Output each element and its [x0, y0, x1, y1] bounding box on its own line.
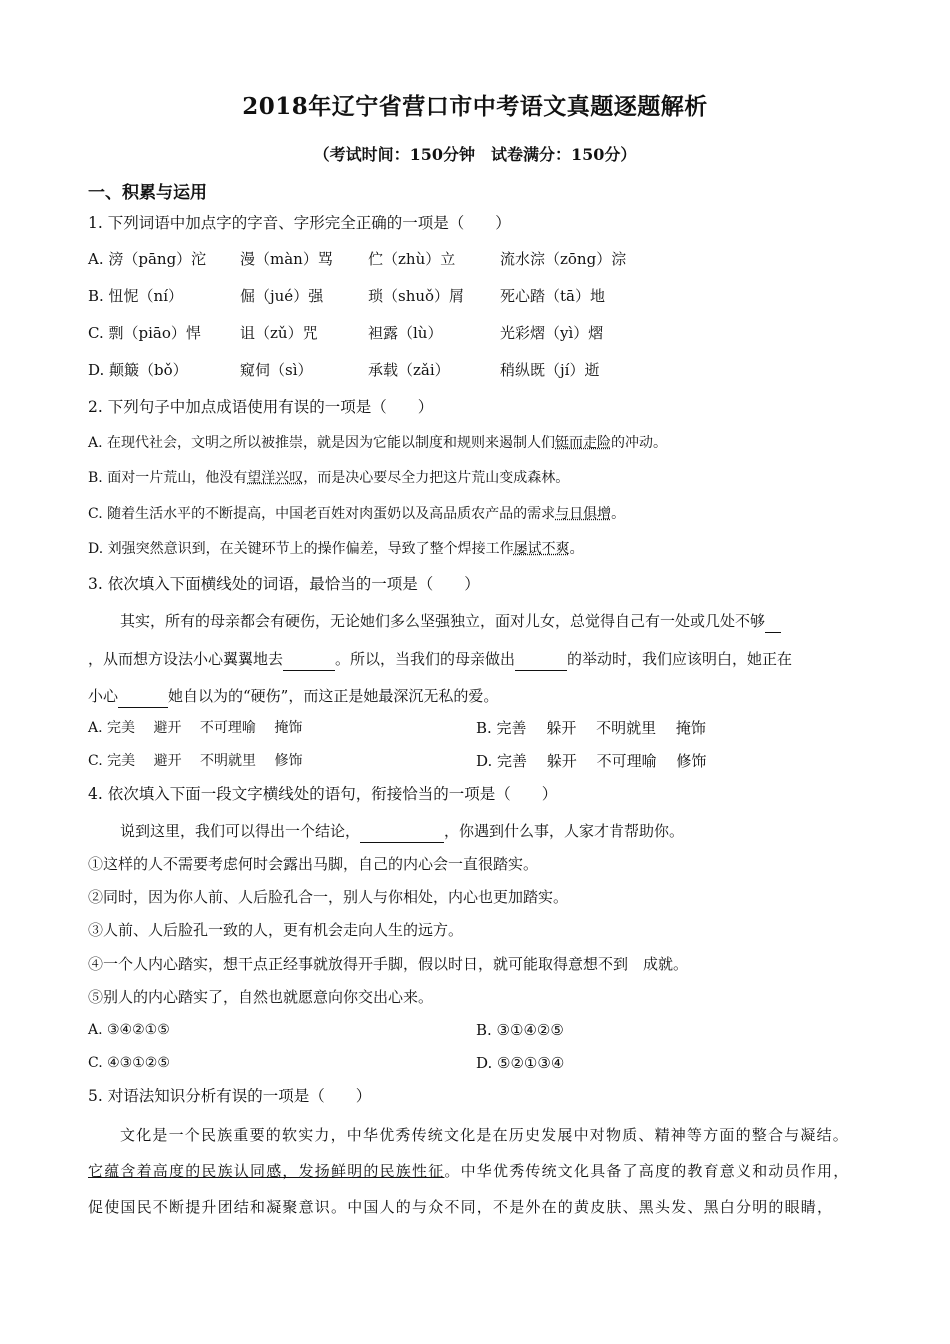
- q1-a-1: A. 滂（pāng）沱: [88, 250, 207, 268]
- q3-passage-line2: [88, 648, 792, 671]
- q2-option-a: [88, 432, 667, 454]
- q5-underlined-sentence: 它蕴含着高度的民族认同感，发扬鲜明的民族性征: [88, 1162, 445, 1180]
- q3-passage-line1: [120, 610, 781, 633]
- q1-b-1: B. 忸怩（ní）: [88, 287, 184, 305]
- q4-option-a: A. ③④②①⑤: [88, 1022, 170, 1038]
- q3-p2a: ，从而想方设法小心翼翼地去: [88, 650, 284, 668]
- q3-option-b: B. 完善 躲开 不明就里 掩饰: [476, 719, 706, 737]
- q3-passage-line3: [88, 685, 498, 708]
- q2-option-c: [88, 503, 625, 525]
- q2-d-post: 。: [569, 541, 584, 557]
- q1-c-2: 诅（zǔ）咒: [240, 324, 318, 342]
- q1-c-3: 袒露（lù）: [368, 324, 443, 342]
- q3-p2c: 的举动时，我们应该明白，她正在: [567, 650, 793, 668]
- q1-b-2: 倔（jué）强: [240, 287, 324, 305]
- q2-option-d: [88, 538, 584, 560]
- q2-b-text: B. 面对一片荒山，他没有: [88, 470, 248, 486]
- q1-b-4: 死心踏（tā）地: [500, 287, 605, 305]
- q3-blank-1: [765, 610, 781, 633]
- section-heading: 一、积累与运用: [88, 183, 207, 203]
- q1-b-3: 琐（shuǒ）屑: [368, 287, 465, 305]
- q2-stem: 2. 下列句子中加点成语使用有误的一项是（ ）: [88, 398, 434, 416]
- q5-passage-line3: 促使国民不断提升团结和凝聚意识。中国人的与众不同，不是外在的黄皮肤、黑头发、黑白分明的眼睛，: [88, 1198, 834, 1216]
- q2-d-idiom: 屡试不爽: [513, 541, 570, 557]
- q3-p3b: 她自以为的“硬伤”，而这正是她最深沉无私的爱。: [168, 687, 499, 705]
- q4-blank: [360, 820, 444, 843]
- q3-blank-4: [118, 685, 168, 708]
- q5-passage-line2: [88, 1160, 849, 1182]
- q1-c-1: C. 剽（piāo）悍: [88, 324, 201, 342]
- q3-option-a: A. 完美 避开 不可理喻 掩饰: [88, 720, 303, 736]
- q1-a-3: 伫（zhù）立: [368, 250, 456, 268]
- q1-c-4: 光彩熠（yì）熠: [500, 324, 604, 342]
- q5-passage-line1: 文化是一个民族重要的软实力，中华优秀传统文化是在历史发展中对物质、精神等方面的整合与凝结。: [120, 1126, 850, 1144]
- q1-stem: 1. 下列词语中加点字的字音、字形完全正确的一项是（ ）: [88, 214, 511, 232]
- q2-c-post: 。: [611, 506, 626, 522]
- q4-passage: [120, 820, 684, 843]
- q2-a-post: 的冲动。: [611, 435, 668, 451]
- q4-sentence-2: ②同时，因为你人前、人后脸孔合一，别人与你相处，内心也更加踏实。: [88, 888, 569, 906]
- q2-a-text: A. 在现代社会，文明之所以被推崇，就是因为它能以制度和规则来遏制人们: [88, 435, 556, 451]
- q1-d-2: 窥伺（sì）: [240, 361, 313, 379]
- q2-b-idiom: 望洋兴叹: [247, 470, 304, 486]
- q2-c-idiom: 与日俱增: [555, 506, 612, 522]
- q5-stem: 5. 对语法知识分析有误的一项是（ ）: [88, 1087, 372, 1105]
- q1-d-4: 稍纵既（jí）逝: [500, 361, 600, 379]
- q1-a-4: 流水淙（zōng）淙: [500, 250, 627, 268]
- q4-option-b: B. ③①④②⑤: [476, 1021, 564, 1039]
- q3-p1: 其实，所有的母亲都会有硬伤，无论她们多么坚强独立，面对儿女，总觉得自己有一处或几处不够: [120, 612, 766, 630]
- q4-sentence-5: ⑤别人的内心踏实了，自然也就愿意向你交出心来。: [88, 988, 434, 1006]
- q2-a-idiom: 铤而走险: [555, 435, 612, 451]
- q3-stem: 3. 依次填入下面横线处的词语，最恰当的一项是（ ）: [88, 575, 480, 593]
- q4-sentence-4: ④一个人内心踏实，想干点正经事就放得开手脚，假以时日，就可能取得意想不到 成就。: [88, 955, 689, 973]
- q4-pa: 说到这里，我们可以得出一个结论，: [120, 822, 361, 840]
- q3-blank-2: [283, 648, 335, 671]
- q5-l2b: 。中华优秀传统文化具备了高度的教育意义和动员作用，: [444, 1162, 850, 1180]
- q1-d-1: D. 颠簸（bǒ）: [88, 361, 188, 379]
- q2-c-text: C. 随着生活水平的不断提高，中国老百姓对肉蛋奶以及高品质农产品的需求: [88, 506, 556, 522]
- q4-sentence-3: ③人前、人后脸孔一致的人，更有机会走向人生的远方。: [88, 921, 464, 939]
- page-title: 2018年辽宁省营口市中考语文真题逐题解析: [242, 93, 708, 120]
- q4-stem: 4. 依次填入下面一段文字横线处的语句，衔接恰当的一项是（ ）: [88, 785, 558, 803]
- q4-sentence-1: ①这样的人不需要考虑何时会露出马脚，自己的内心会一直很踏实。: [88, 855, 539, 873]
- q2-d-text: D. 刘强突然意识到，在关键环节上的操作偏差，导致了整个焊接工作: [88, 541, 514, 557]
- q3-option-d: D. 完善 躲开 不可理喻 修饰: [476, 752, 707, 770]
- q2-b-post: ，而是决心要尽全力把这片荒山变成森林。: [303, 470, 570, 486]
- q4-pb: ，你遇到什么事，人家才肯帮助你。: [444, 822, 685, 840]
- q1-d-3: 承载（zǎi）: [368, 361, 450, 379]
- q3-p3a: 小心: [88, 687, 119, 705]
- q3-blank-3: [515, 648, 567, 671]
- q3-option-c: C. 完美 避开 不明就里 修饰: [88, 753, 303, 769]
- q1-a-2: 漫（màn）骂: [240, 250, 333, 268]
- q4-option-c: C. ④③①②⑤: [88, 1055, 170, 1071]
- exam-info: （考试时间：150分钟 试卷满分：150分）: [313, 145, 637, 164]
- q3-p2b: 。所以，当我们的母亲做出: [335, 650, 516, 668]
- q4-option-d: D. ⑤②①③④: [476, 1054, 565, 1072]
- q2-option-b: [88, 467, 569, 489]
